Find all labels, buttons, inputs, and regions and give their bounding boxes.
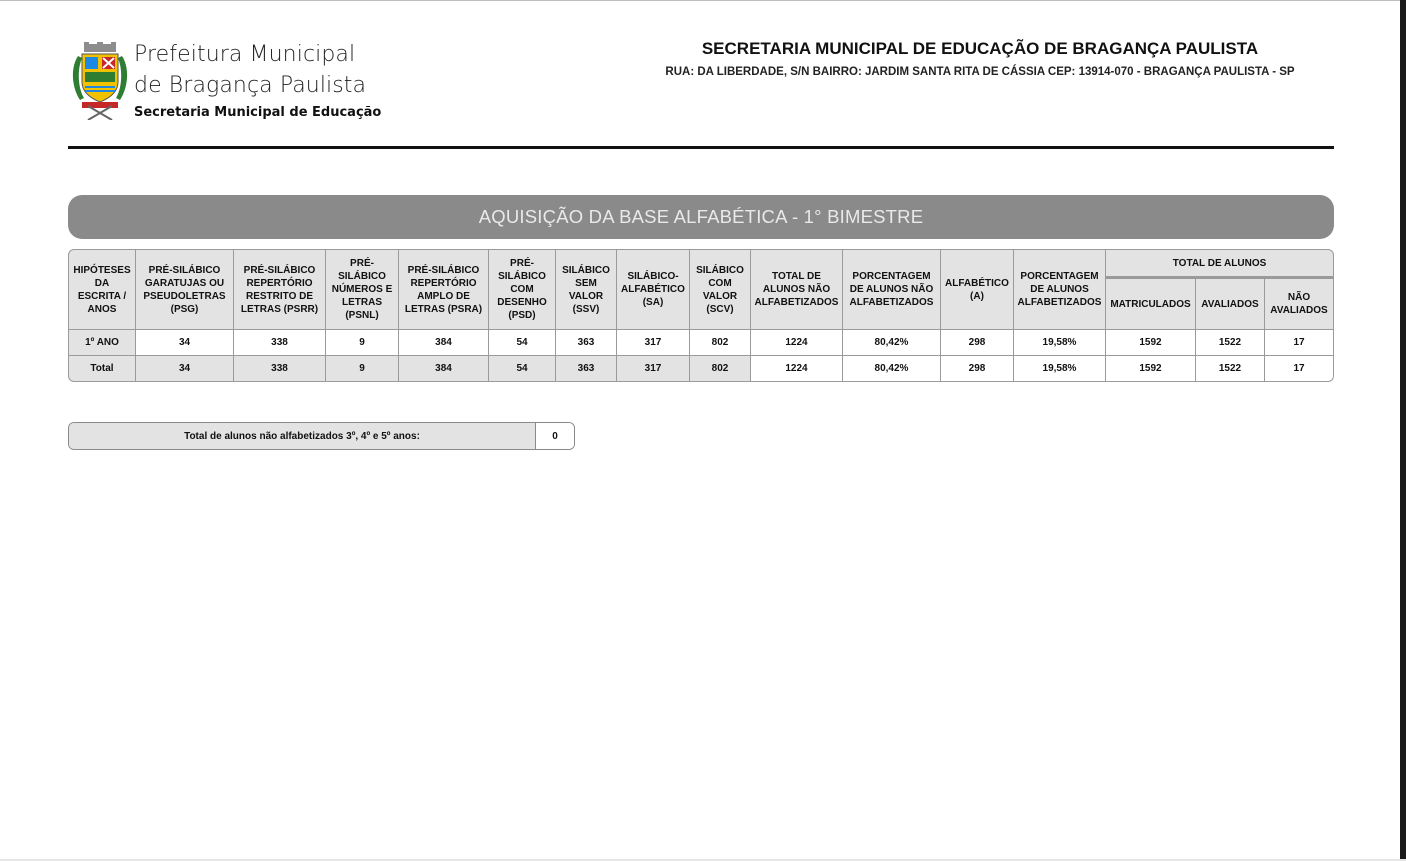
cell-matriculados: 1592 bbox=[1106, 330, 1196, 356]
cell-pct-nao-alf: 80,42% bbox=[843, 356, 941, 382]
cell-psg: 34 bbox=[136, 356, 234, 382]
cell-total-nao-alf: 1224 bbox=[751, 356, 843, 382]
cell-alfabetico: 298 bbox=[941, 356, 1014, 382]
cell-nao-avaliados: 17 bbox=[1265, 330, 1334, 356]
cell-psd: 54 bbox=[489, 356, 556, 382]
cell-psnl: 9 bbox=[326, 330, 399, 356]
cell-sa: 317 bbox=[617, 356, 690, 382]
page-right-edge bbox=[1400, 0, 1406, 861]
col-header-psra: PRÉ-SILÁBICO REPERTÓRIO AMPLO DE LETRAS (PSRA) bbox=[399, 249, 489, 330]
header-divider bbox=[68, 146, 1334, 149]
cell-psnl: 9 bbox=[326, 356, 399, 382]
cell-pct-nao-alf: 80,42% bbox=[843, 330, 941, 356]
col-header-total-alunos: TOTAL DE ALUNOS bbox=[1106, 249, 1334, 277]
cell-psg: 34 bbox=[136, 330, 234, 356]
table-row-total bbox=[68, 356, 1334, 382]
cell-total-nao-alf: 1224 bbox=[751, 330, 843, 356]
cell-psra: 384 bbox=[399, 356, 489, 382]
cell-avaliados: 1522 bbox=[1196, 330, 1265, 356]
cell-ssv: 363 bbox=[556, 356, 617, 382]
col-header-nao-avaliados: NÃO AVALIADOS bbox=[1265, 277, 1334, 330]
summary-label: Total de alunos não alfabetizados 3º, 4º e 5º anos: bbox=[69, 423, 536, 449]
org-name-line1: Prefeitura Municipal bbox=[134, 42, 356, 67]
col-header-pct-alf: PORCENTAGEM DE ALUNOS ALFABETIZADOS bbox=[1014, 249, 1106, 330]
row-label: Total bbox=[68, 356, 136, 382]
cell-scv: 802 bbox=[690, 356, 751, 382]
col-header-psrr: PRÉ-SILÁBICO REPERTÓRIO RESTRITO DE LETRAS (PSRR) bbox=[234, 249, 326, 330]
cell-psra: 384 bbox=[399, 330, 489, 356]
cell-psd: 54 bbox=[489, 330, 556, 356]
col-header-matriculados: MATRICULADOS bbox=[1106, 277, 1196, 330]
cell-psrr: 338 bbox=[234, 330, 326, 356]
col-header-psg: PRÉ-SILÁBICO GARATUJAS OU PSEUDOLETRAS (PSG) bbox=[136, 249, 234, 330]
org-name-line2: de Bragança Paulista bbox=[134, 73, 367, 98]
row-label: 1º ANO bbox=[68, 330, 136, 356]
cell-matriculados: 1592 bbox=[1106, 356, 1196, 382]
report-title-bar bbox=[68, 195, 1334, 239]
col-header-alfabetico: ALFABÉTICO (A) bbox=[941, 249, 1014, 330]
cell-pct-alf: 19,58% bbox=[1014, 330, 1106, 356]
col-header-sa: SILÁBICO- ALFABÉTICO (SA) bbox=[617, 249, 690, 330]
summary-box bbox=[68, 422, 575, 450]
col-header-pct-nao-alf: PORCENTAGEM DE ALUNOS NÃO ALFABETIZADOS bbox=[843, 249, 941, 330]
coat-of-arms-icon bbox=[70, 42, 130, 120]
secretaria-title: SECRETARIA MUNICIPAL DE EDUCAÇÃO DE BRAGANÇA PAULISTA bbox=[701, 39, 1259, 58]
col-header-avaliados: AVALIADOS bbox=[1196, 277, 1265, 330]
col-header-psnl: PRÉ- SILÁBICO NÚMEROS E LETRAS (PSNL) bbox=[326, 249, 399, 330]
cell-pct-alf: 19,58% bbox=[1014, 356, 1106, 382]
page-top-edge bbox=[0, 0, 1406, 1]
cell-sa: 317 bbox=[617, 330, 690, 356]
col-header-hipoteses: HIPÓTESES DA ESCRITA / ANOS bbox=[68, 249, 136, 330]
col-header-total-nao-alf: TOTAL DE ALUNOS NÃO ALFABETIZADOS bbox=[751, 249, 843, 330]
cell-ssv: 363 bbox=[556, 330, 617, 356]
summary-value: 0 bbox=[536, 423, 574, 449]
org-department: Secretaria Municipal de Educação bbox=[134, 105, 382, 120]
col-header-scv: SILÁBICO COM VALOR (SCV) bbox=[690, 249, 751, 330]
cell-nao-avaliados: 17 bbox=[1265, 356, 1334, 382]
report-title: AQUISIÇÃO DA BASE ALFABÉTICA - 1° BIMESTRE bbox=[478, 206, 924, 227]
col-header-ssv: SILÁBICO SEM VALOR (SSV) bbox=[556, 249, 617, 330]
cell-alfabetico: 298 bbox=[941, 330, 1014, 356]
table-row bbox=[68, 330, 1334, 356]
cell-scv: 802 bbox=[690, 330, 751, 356]
alphabet-acquisition-table bbox=[68, 249, 1334, 382]
cell-psrr: 338 bbox=[234, 356, 326, 382]
cell-avaliados: 1522 bbox=[1196, 356, 1265, 382]
secretaria-address: RUA: DA LIBERDADE, S/N BAIRRO: JARDIM SANTA RITA DE CÁSSIA CEP: 13914-070 - BRAGANÇA PAULISTA - SP bbox=[665, 66, 1295, 78]
col-header-psd: PRÉ- SILÁBICO COM DESENHO (PSD) bbox=[489, 249, 556, 330]
